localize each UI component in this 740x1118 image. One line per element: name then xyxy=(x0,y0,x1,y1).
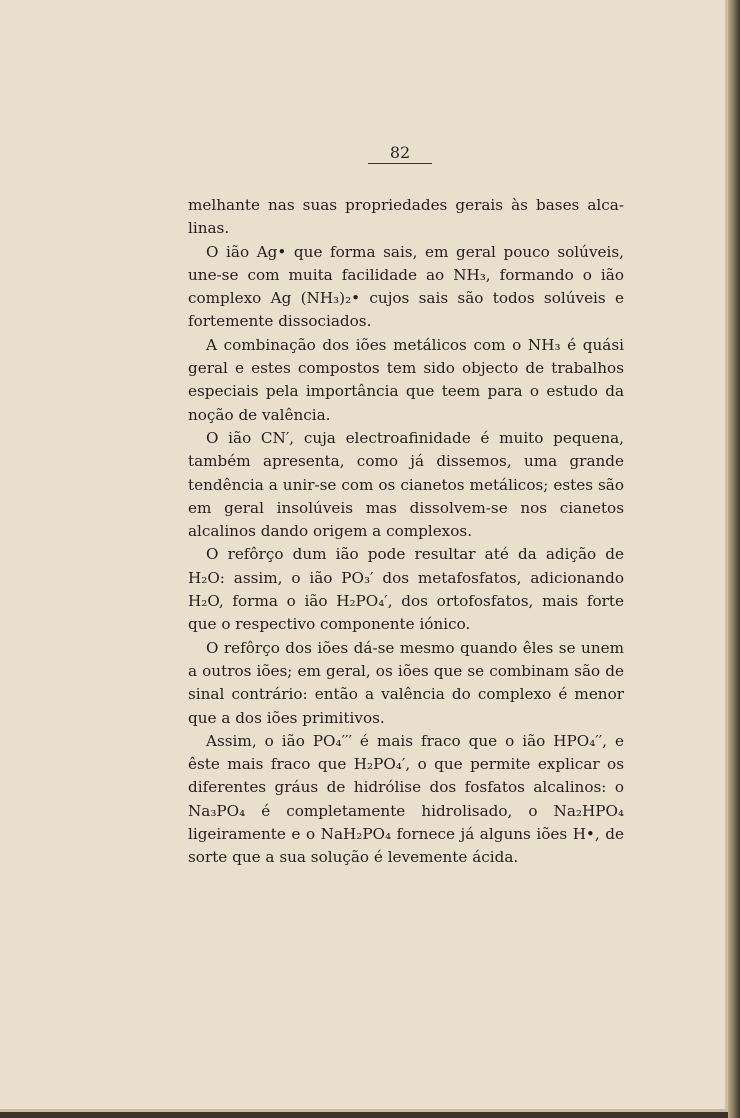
paragraph-1: melhante nas suas propriedades gerais às bases alca-linas. xyxy=(188,196,624,238)
paragraph-4: O ião CN′, cuja electroafinidade é muito pequena, também apresenta, como já dissemos, uma grande tendência a unir-se com os cianetos metálicos; estes são em geral insolúveis mas dissolvem-se nos cianetos alcalinos dando origem a complexos. xyxy=(188,428,624,541)
paragraph-6: O refôrço dos iões dá-se mesmo quando êles se unem a outros iões; em geral, os iões que se combinam são de sinal contrário: então a valência do complexo é menor que a dos iões primitivos. xyxy=(188,638,624,727)
paragraph-7: Assim, o ião PO₄′′′ é mais fraco que o ião HPO₄′′, e êste mais fraco que H₂PO₄′, o que permite explicar os diferentes gráus de hidrólise dos fosfatos alcalinos: o Na₃PO₄ é completamente hidrolisado, o Na₂HPO₄ ligeiramente e o NaH₂PO₄ fornece já alguns iões H•, de sorte que a sua solução é levemente ácida. xyxy=(188,731,624,867)
paragraph-5: O refôrço dum ião pode resultar até da adição de H₂O: assim, o ião PO₃′ dos metafosfatos, adicionando H₂O, forma o ião H₂PO₄′, dos ortofosfatos, mais forte que o respectivo componente iónico. xyxy=(188,545,624,634)
paragraph-2: O ião Ag• que forma sais, em geral pouco solúveis, une-se com muita facilidade ao NH₃, formando o ião complexo Ag (NH₃)₂• cujos sais são todos solúveis e fortemente dissociados. xyxy=(188,242,624,331)
body-text xyxy=(188,194,624,870)
page-number: 82 xyxy=(389,143,411,162)
page-number-rule xyxy=(368,163,432,164)
page-edge xyxy=(728,0,740,1118)
paragraph-3: A combinação dos iões metálicos com o NH₃ é quási geral e estes compostos tem sido objecto de trabalhos especiais pela importância que teem para o estudo da noção de valência. xyxy=(188,335,624,424)
